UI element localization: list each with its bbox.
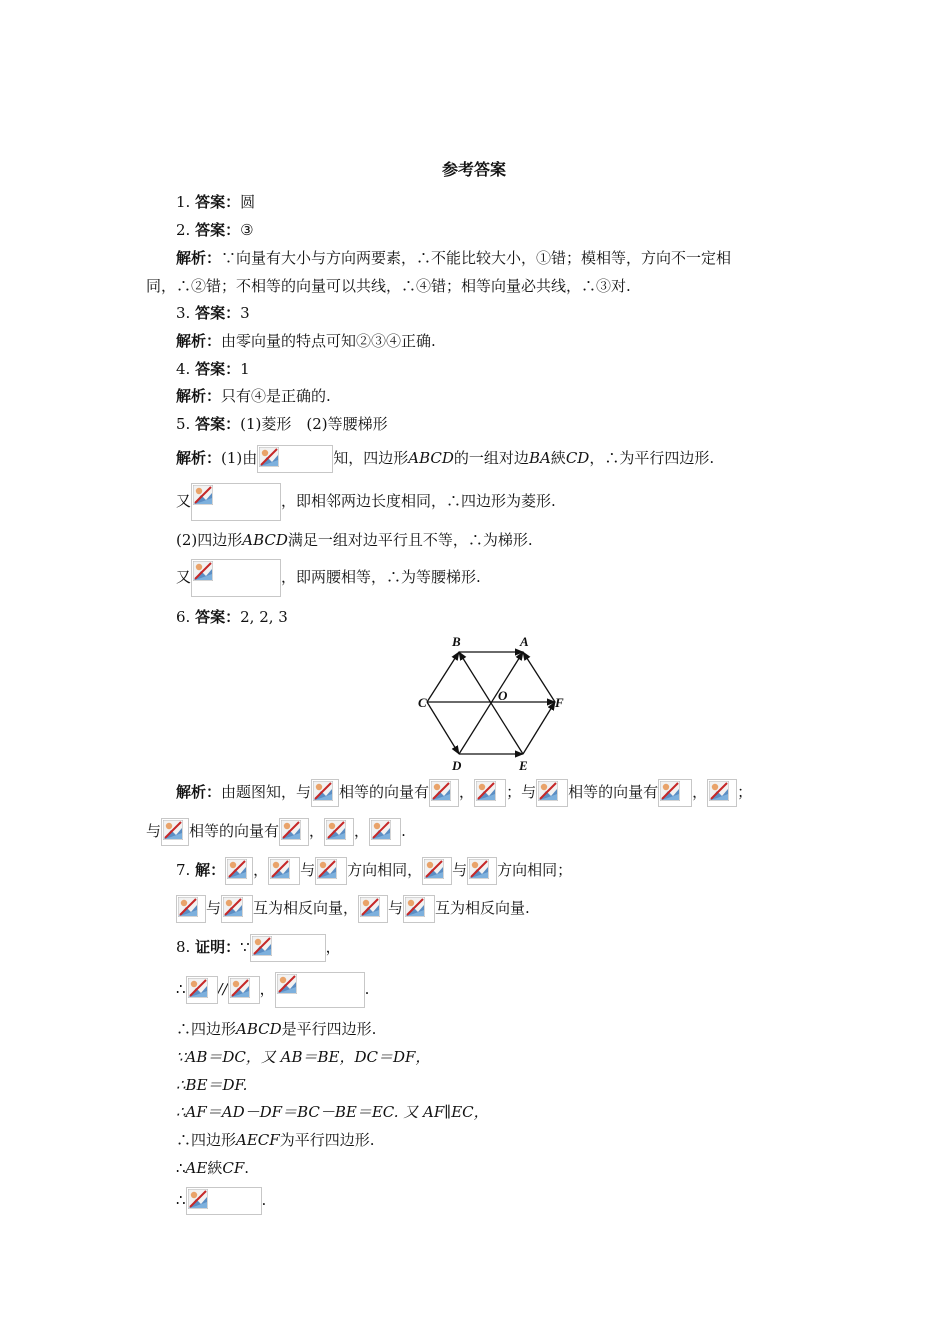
q5-explanation-line3 (176, 530, 533, 550)
broken-image (186, 1187, 262, 1215)
q6-answer-label: 答案： (195, 608, 241, 626)
broken-image (536, 779, 568, 807)
broken-image (707, 779, 737, 807)
q2-explanation-line2: 同，∴②错；不相等的向量可以共线，∴④错；相等向量必共线，∴③对. (146, 277, 631, 295)
question-2 (176, 220, 254, 240)
q6-text: 与 (146, 822, 162, 840)
q5-text: ，即两腰相等，∴为等腰梯形. (281, 568, 481, 586)
broken-image-icon (660, 781, 680, 801)
q8-text: // (217, 980, 228, 998)
broken-image (358, 895, 388, 923)
q7-text: 与 (206, 899, 222, 917)
question-1 (176, 192, 255, 212)
q7-text: 与 (300, 861, 316, 879)
q5-text: 的一组对边 (453, 449, 529, 467)
broken-image-icon (476, 781, 496, 801)
broken-image-icon (360, 897, 380, 917)
broken-image-icon (270, 859, 290, 879)
q4-explanation (176, 386, 331, 406)
q8-text: ， (259, 980, 275, 998)
broken-image-icon (227, 859, 247, 879)
edge-EF (523, 702, 555, 754)
edge-CB (427, 652, 459, 702)
broken-image-icon (424, 859, 444, 879)
q7-text: 方向相同， (347, 861, 423, 879)
q8-text: ， (325, 938, 341, 956)
question-5 (176, 414, 388, 434)
q5-text: (1)由 (221, 449, 258, 467)
broken-image-icon (431, 781, 451, 801)
q2-number: 2. (176, 221, 191, 239)
broken-image (186, 976, 218, 1004)
broken-image (161, 818, 189, 846)
q7-number: 7. (176, 861, 191, 879)
q5-text: ，∴为平行四边形. (589, 449, 715, 467)
q7-text: 方向相同； (497, 861, 573, 879)
question-8-line2 (176, 971, 369, 1008)
q2-exp-label: 解析： (176, 249, 222, 267)
q5-text: CD (565, 449, 590, 467)
broken-image-icon (193, 485, 213, 505)
broken-image (228, 976, 260, 1004)
q4-answer: 1 (240, 360, 250, 378)
broken-image (369, 818, 401, 846)
question-3 (176, 303, 250, 323)
q4-exp-text: 只有④是正确的. (221, 387, 331, 405)
broken-image (191, 559, 281, 597)
q5-text: 满足一组对边平行且不等，∴为梯形. (287, 531, 533, 549)
q6-text: ， (354, 822, 370, 840)
label-B: B (452, 634, 461, 649)
q6-text: ； (737, 783, 753, 801)
broken-image (324, 818, 354, 846)
broken-image (268, 857, 300, 885)
q6-number: 6. (176, 608, 191, 626)
question-8-line6: ∴AF＝AD－DF＝BC－BE＝EC. 又 AF∥EC， (176, 1103, 489, 1121)
q8-text: ∴四边形 (176, 1131, 237, 1149)
q3-exp-text: 由零向量的特点可知②③④正确. (221, 332, 436, 350)
broken-image-icon (277, 974, 297, 994)
label-F: F (555, 695, 564, 710)
broken-image-icon (178, 897, 198, 917)
broken-image-icon (188, 1189, 208, 1209)
question-8-line7 (176, 1130, 374, 1150)
broken-image (403, 895, 435, 923)
q5-text: ABCD (242, 531, 288, 549)
q6-text: ， (692, 783, 708, 801)
question-6 (176, 607, 288, 627)
q8-text: AE (185, 1159, 208, 1177)
broken-image (221, 895, 253, 923)
q2-exp-text1: ∵向量有大小与方向两要素，∴不能比较大小，①错；模相等，方向不一定相 (221, 249, 732, 267)
q7-label: 解： (195, 861, 226, 879)
q8-text: ∵ (240, 938, 250, 956)
q5-answer-label: 答案： (195, 415, 241, 433)
q7-text: 与 (388, 899, 404, 917)
q6-explanation-line2 (146, 817, 406, 846)
question-8-line3 (176, 1019, 376, 1039)
q5-text: (2)四边形 (176, 531, 243, 549)
broken-image-icon (188, 978, 208, 998)
broken-image-icon (469, 859, 489, 879)
q8-text: ∴四边形 (176, 1020, 237, 1038)
broken-image-icon (230, 978, 250, 998)
broken-image-icon (371, 820, 391, 840)
edge-FA (523, 652, 555, 702)
q7-text: 互为相反向量， (253, 899, 359, 917)
q8-text: ABCD (236, 1020, 282, 1038)
q8-text: CF (222, 1159, 245, 1177)
q5-text: BA (528, 449, 551, 467)
broken-image (275, 972, 365, 1008)
broken-image-icon (223, 897, 243, 917)
q6-text: 由题图知，与 (221, 783, 312, 801)
broken-image (257, 445, 333, 473)
broken-image-icon (317, 859, 337, 879)
broken-image (279, 818, 309, 846)
broken-image (311, 779, 339, 807)
q5-number: 5. (176, 415, 191, 433)
q2-answer: ③ (240, 221, 254, 239)
broken-image-icon (163, 820, 183, 840)
question-8-line5: ∴BE＝DF. (176, 1076, 248, 1094)
question-8-line1 (176, 933, 341, 962)
q6-text: ， (459, 783, 475, 801)
q8-text: 是平行四边形. (281, 1020, 377, 1038)
broken-image (250, 934, 326, 962)
q6-text: . (401, 822, 406, 840)
broken-image-icon (313, 781, 333, 801)
q5-answer: (1)菱形 (2)等腰梯形 (240, 415, 388, 433)
q7-text: 互为相反向量. (435, 899, 530, 917)
broken-image-icon (281, 820, 301, 840)
q8-text: 为平行四边形. (279, 1131, 375, 1149)
question-8-line4: ∵AB＝DC，又 AB＝BE，DC＝DF， (176, 1048, 431, 1066)
label-C: C (418, 695, 427, 710)
broken-image (315, 857, 347, 885)
q5-text: ，即相邻两边长度相同，∴四边形为菱形. (281, 492, 556, 510)
q8-text: ∴ (176, 980, 186, 998)
q8-text: AECF (236, 1131, 280, 1149)
broken-image-icon (538, 781, 558, 801)
hexagon-vector-figure (400, 630, 580, 775)
q5-exp-label: 解析： (176, 449, 222, 467)
broken-image (658, 779, 692, 807)
q6-text: ， (309, 822, 325, 840)
question-7-line2 (176, 894, 530, 923)
q6-text: 与 (521, 783, 537, 801)
broken-image (474, 779, 506, 807)
q2-answer-label: 答案： (195, 221, 241, 239)
label-E: E (519, 758, 528, 773)
q3-exp-label: 解析： (176, 332, 222, 350)
q5-explanation-line1 (176, 445, 714, 473)
question-8-line9 (176, 1186, 266, 1215)
broken-image-icon (326, 820, 346, 840)
q6-exp-label: 解析： (176, 783, 222, 801)
q4-answer-label: 答案： (195, 360, 241, 378)
q5-text: 又 (176, 492, 192, 510)
q5-text: 知，四边形 (333, 449, 409, 467)
label-A: A (520, 634, 529, 649)
broken-image (176, 895, 206, 923)
q3-explanation (176, 331, 436, 351)
q6-text: 相等的向量有 (339, 783, 430, 801)
q8-number: 8. (176, 938, 191, 956)
q1-answer-label: 答案： (195, 193, 241, 211)
broken-image (191, 483, 281, 521)
q8-label: 证明： (195, 938, 241, 956)
broken-image (422, 857, 452, 885)
q8-text: . (244, 1159, 250, 1177)
q6-answer: 2, 2, 3 (240, 608, 288, 626)
q5-explanation-line4 (176, 558, 481, 597)
q1-answer: 圆 (240, 193, 256, 211)
q5-explanation-line2 (176, 482, 556, 521)
q8-text: 綊 (207, 1159, 223, 1177)
q4-number: 4. (176, 360, 191, 378)
label-O: O (498, 688, 508, 703)
q8-text: . (261, 1191, 267, 1209)
q5-text: 又 (176, 568, 192, 586)
broken-image-icon (259, 447, 279, 467)
q3-number: 3. (176, 304, 191, 322)
q6-text: 相等的向量有 (568, 783, 659, 801)
broken-image (429, 779, 459, 807)
question-8-line8 (176, 1158, 249, 1178)
q8-text: ∴ (176, 1159, 186, 1177)
q5-text: 綊 (550, 449, 566, 467)
question-7-line1 (176, 856, 572, 885)
broken-image-icon (405, 897, 425, 917)
q3-answer: 3 (240, 304, 250, 322)
label-D: D (452, 758, 462, 773)
q4-exp-label: 解析： (176, 387, 222, 405)
q1-number: 1. (176, 193, 191, 211)
question-4 (176, 359, 250, 379)
broken-image-icon (709, 781, 729, 801)
q3-answer-label: 答案： (195, 304, 241, 322)
q6-explanation-line1 (176, 778, 752, 807)
q8-text: ∴ (176, 1191, 186, 1209)
page-title: 参考答案 (442, 160, 507, 179)
broken-image (467, 857, 497, 885)
q6-text: 相等的向量有 (189, 822, 280, 840)
q5-text: ABCD (408, 449, 454, 467)
q7-text: 与 (452, 861, 468, 879)
broken-image-icon (252, 936, 272, 956)
broken-image-icon (193, 561, 213, 581)
q2-explanation-line1 (176, 248, 731, 268)
q6-text: ； (506, 783, 522, 801)
edge-CD (427, 702, 459, 754)
q8-text: . (364, 980, 370, 998)
broken-image (225, 857, 253, 885)
q7-text: ， (253, 861, 269, 879)
